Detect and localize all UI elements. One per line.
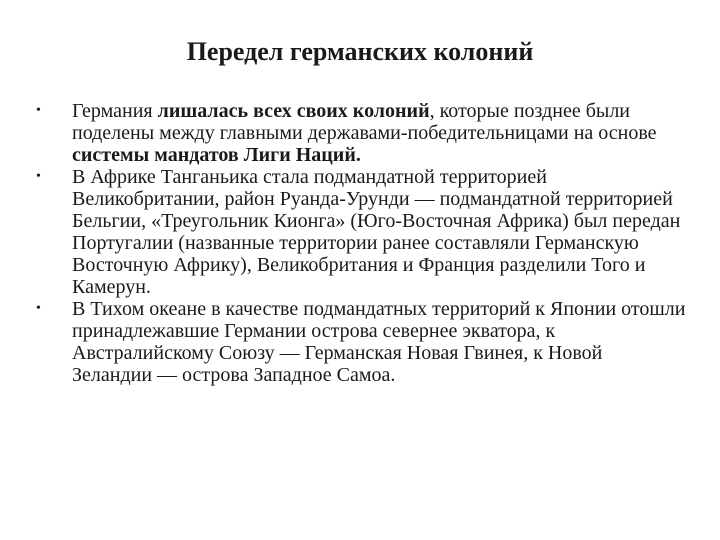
bullet-icon: •	[36, 301, 41, 316]
bullet-item-2	[36, 166, 686, 298]
bullet-text-1	[72, 100, 657, 166]
bullet-1-part-1: Германия	[72, 100, 158, 122]
bullet-text-2	[72, 166, 680, 298]
bullet-1-part-4: системы мандатов Лиги Наций.	[72, 144, 361, 166]
bullet-item-1	[36, 100, 686, 166]
bullet-list	[36, 100, 686, 386]
bullet-2-part-1: В Африке Танганьика стала подмандатной территорией Великобритании, район Руанда-Урунди — подмандатной территорией Бельгии, «Треугольник Кионга» (Юго-Восточная Африка) был передан Португалии (названные территории ранее составляли Германскую Восточную Африку), Великобритания и Франция разделили Того и Камерун.	[72, 166, 681, 298]
bullet-item-3	[36, 298, 686, 386]
bullet-text-3	[72, 298, 685, 386]
bullet-3-part-1: В Тихом океане в качестве подмандатных территорий к Японии отошли принадлежавшие Германии острова севернее экватора, к Австралийскому Союзу — Германская Новая Гвинея, к Новой Зеландии — острова Западное Самоа.	[72, 298, 686, 386]
bullet-1-part-3: , которые позднее были поделены между главными державами-победительницами на основе	[72, 100, 657, 144]
bullet-icon: •	[36, 103, 41, 118]
slide-title: Передел германских колоний	[186, 37, 534, 66]
bullet-1-part-2: лишалась всех своих колоний	[157, 100, 430, 122]
bullet-icon: •	[36, 169, 41, 184]
